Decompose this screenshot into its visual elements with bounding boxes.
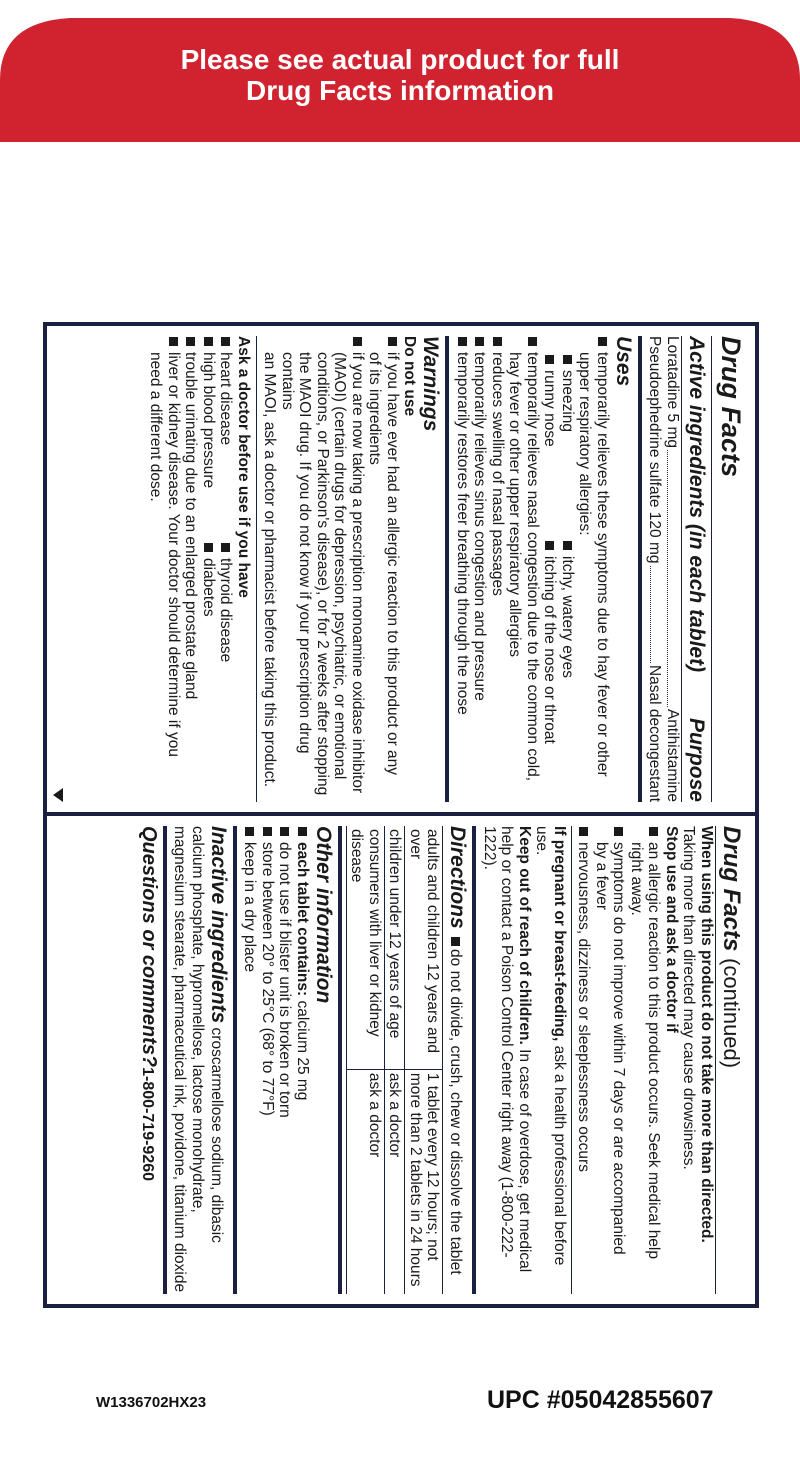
uses-sub-item: sneezing <box>559 354 577 520</box>
inactive-ingredients-line: Inactive ingredients croscarmellose sodium, dibasic <box>207 826 230 1243</box>
drug-facts-label-wrapper <box>43 322 759 1308</box>
other-info-item: each tablet contains: calcium 25 mg <box>294 826 312 1294</box>
directions-who: consumers with liver or kidney disease <box>347 826 385 1069</box>
directions-row <box>347 826 385 1294</box>
ask-doctor-item: high blood pressure <box>200 336 218 522</box>
banner-text <box>0 44 800 106</box>
purpose-heading: Purpose <box>685 717 708 802</box>
questions-section <box>133 826 163 1294</box>
ingredient-name: Loratadine 5 mg <box>664 336 681 449</box>
ask-doctor-item: heart disease <box>217 336 235 522</box>
stop-use-heading: Stop use and ask a doctor if <box>663 826 680 1033</box>
uses-sub-item: itching of the nose or throat <box>541 540 559 744</box>
uses-item-continued: hay fever or other upper respiratory allergies <box>506 352 524 657</box>
directions-intro: Directions do not divide, crush, chew or dissolve the tablet <box>446 826 470 1275</box>
other-information-heading: Other information <box>312 826 335 1004</box>
active-ingredients-heading: Active ingredients (in each tablet) <box>685 336 708 673</box>
upc-code: UPC #05042855607 <box>487 1386 714 1414</box>
uses-sub-row <box>559 336 577 802</box>
inactive-ingredients-line: calcium phosphate, hypromellose, lactose monohydrate, <box>189 826 206 1213</box>
do-not-use-heading: Do not use <box>401 336 419 417</box>
directions-row <box>385 826 406 1294</box>
questions-line <box>137 826 160 1294</box>
when-using-heading: When using this product do not take more than directed. <box>698 826 715 1243</box>
drug-facts-panel <box>43 322 759 1308</box>
ask-doctor-item: trouble urinating due to an enlarged prostate gland <box>182 336 200 802</box>
warnings-heading: Warnings <box>419 336 443 432</box>
banner-line-1: Please see actual product for full <box>180 44 620 75</box>
drug-facts-column-2 <box>47 816 755 1304</box>
warning-item-continued: (MAOI) (certain drugs for depression, psychiatric, or emotional <box>331 352 349 780</box>
uses-sub-item: runny nose <box>541 354 559 520</box>
directions-who: children under 12 years of age <box>385 826 406 1069</box>
ingredient-purpose: Nasal decongestant <box>646 664 664 802</box>
directions-row <box>405 826 443 1294</box>
other-info-item: do not use if blister unit is broken or torn <box>276 826 294 1294</box>
ask-doctor-heading: Ask a doctor before use if you have <box>235 336 252 598</box>
warning-item-continued: the MAOI drug. If you do not know if your prescription drug contains <box>279 352 314 754</box>
uses-heading: Uses <box>612 336 635 387</box>
banner-line-2: Drug Facts information <box>245 75 554 106</box>
inactive-ingredients-heading: Inactive ingredients <box>207 826 230 1024</box>
continued-title: Drug Facts (continued) <box>715 826 746 1294</box>
warning-item: if you are now taking a prescription monoamine oxidase inhibitor <box>349 336 367 802</box>
uses-section <box>446 336 639 802</box>
uses-item: temporarily relieves nasal congestion due to the common cold, <box>524 336 542 802</box>
continue-arrow-icon <box>53 788 63 802</box>
directions-dose: ask a doctor <box>385 1069 406 1294</box>
product-code: W1336702HX23 <box>96 1394 207 1411</box>
ask-doctor-item: diabetes <box>200 542 218 617</box>
directions-heading: Directions <box>446 826 470 929</box>
ask-doctor-item: thyroid disease <box>217 542 235 662</box>
stop-use-item: nervousness, dizziness or sleeplessness occurs <box>571 826 593 1294</box>
uses-sub-item: itchy, watery eyes <box>559 540 577 678</box>
warning-item-continued: conditions, or Parkinson's disease), or for 2 weeks after stopping <box>314 352 331 796</box>
keep-out-of-reach: Keep out of reach of children. In case of overdose, get medical <box>516 826 533 1273</box>
inactive-ingredients-line: magnesium stearate, pharmaceutical ink, povidone, titanium dioxide <box>171 826 189 1293</box>
uses-sub-row <box>541 336 559 802</box>
ask-doctor-row <box>200 336 218 802</box>
warning-item: if you have ever had an allergic reaction to this product or any <box>384 336 402 802</box>
directions-who: adults and children 12 years and over <box>405 826 443 1069</box>
disclaimer-banner <box>0 0 800 142</box>
ingredient-name: Pseudoephedrine sulfate 120 mg <box>646 336 664 564</box>
uses-item: temporarily relieves these symptoms due to hay fever or other <box>594 336 612 802</box>
keep-out-of-reach-continued: help or contact a Poison Control Center right away (1-800-222-1222). <box>481 826 516 1258</box>
other-info-item: store between 20° to 25°C (68° to 77°F) <box>259 826 277 1294</box>
other-information-section <box>233 826 338 1294</box>
directions-section <box>338 826 473 1294</box>
drug-facts-title: Drug Facts <box>716 336 746 478</box>
ask-doctor-item-continued: need a different dose. <box>147 352 165 502</box>
ask-doctor-row <box>217 336 235 802</box>
active-ingredient-row <box>664 336 682 802</box>
ask-doctor-item: liver or kidney disease. Your doctor should determine if you <box>165 336 183 802</box>
warnings-section <box>143 336 446 802</box>
warning-item-continued: an MAOI, ask a doctor or pharmacist before taking this product. <box>256 336 279 802</box>
directions-dose: 1 tablet every 12 hours; not more than 2 tablets in 24 hours <box>405 1069 443 1294</box>
stop-use-item-continued: by a fever <box>593 842 610 911</box>
directions-dose: ask a doctor <box>347 1069 385 1294</box>
questions-heading: Questions or comments? <box>138 826 160 1068</box>
continued-section <box>473 826 750 1294</box>
uses-item: temporarily restores freer breathing through the nose <box>454 336 472 802</box>
stop-use-item: symptoms do not improve within 7 days or are accompanied <box>610 826 628 1294</box>
when-using-text: Taking more than directed may cause drowsiness. <box>680 826 698 1170</box>
drug-facts-title-section <box>711 336 749 802</box>
active-ingredients-section <box>638 336 711 802</box>
uses-item-continued: upper respiratory allergies: <box>576 352 594 536</box>
drug-facts-column-1 <box>47 326 755 816</box>
bullet-icon <box>452 937 461 946</box>
pregnant-warning: If pregnant or breast-feeding, ask a health professional before use. <box>533 826 568 1266</box>
directions-table <box>346 826 444 1294</box>
stop-use-item-continued: right away. <box>628 842 645 916</box>
other-info-item: keep in a dry place <box>241 826 259 1294</box>
questions-phone: 1-800-719-9260 <box>139 1067 156 1182</box>
uses-item: reduces swelling of nasal passages <box>489 336 507 802</box>
active-ingredient-row <box>646 336 664 802</box>
uses-item: temporarily relieves sinus congestion and pressure <box>471 336 489 802</box>
warning-item-continued: of its ingredients <box>366 352 384 465</box>
inactive-ingredients-section <box>163 826 233 1294</box>
ingredient-purpose: Antihistamine <box>664 708 681 802</box>
stop-use-item: an allergic reaction to this product occurs. Seek medical help <box>645 826 663 1294</box>
